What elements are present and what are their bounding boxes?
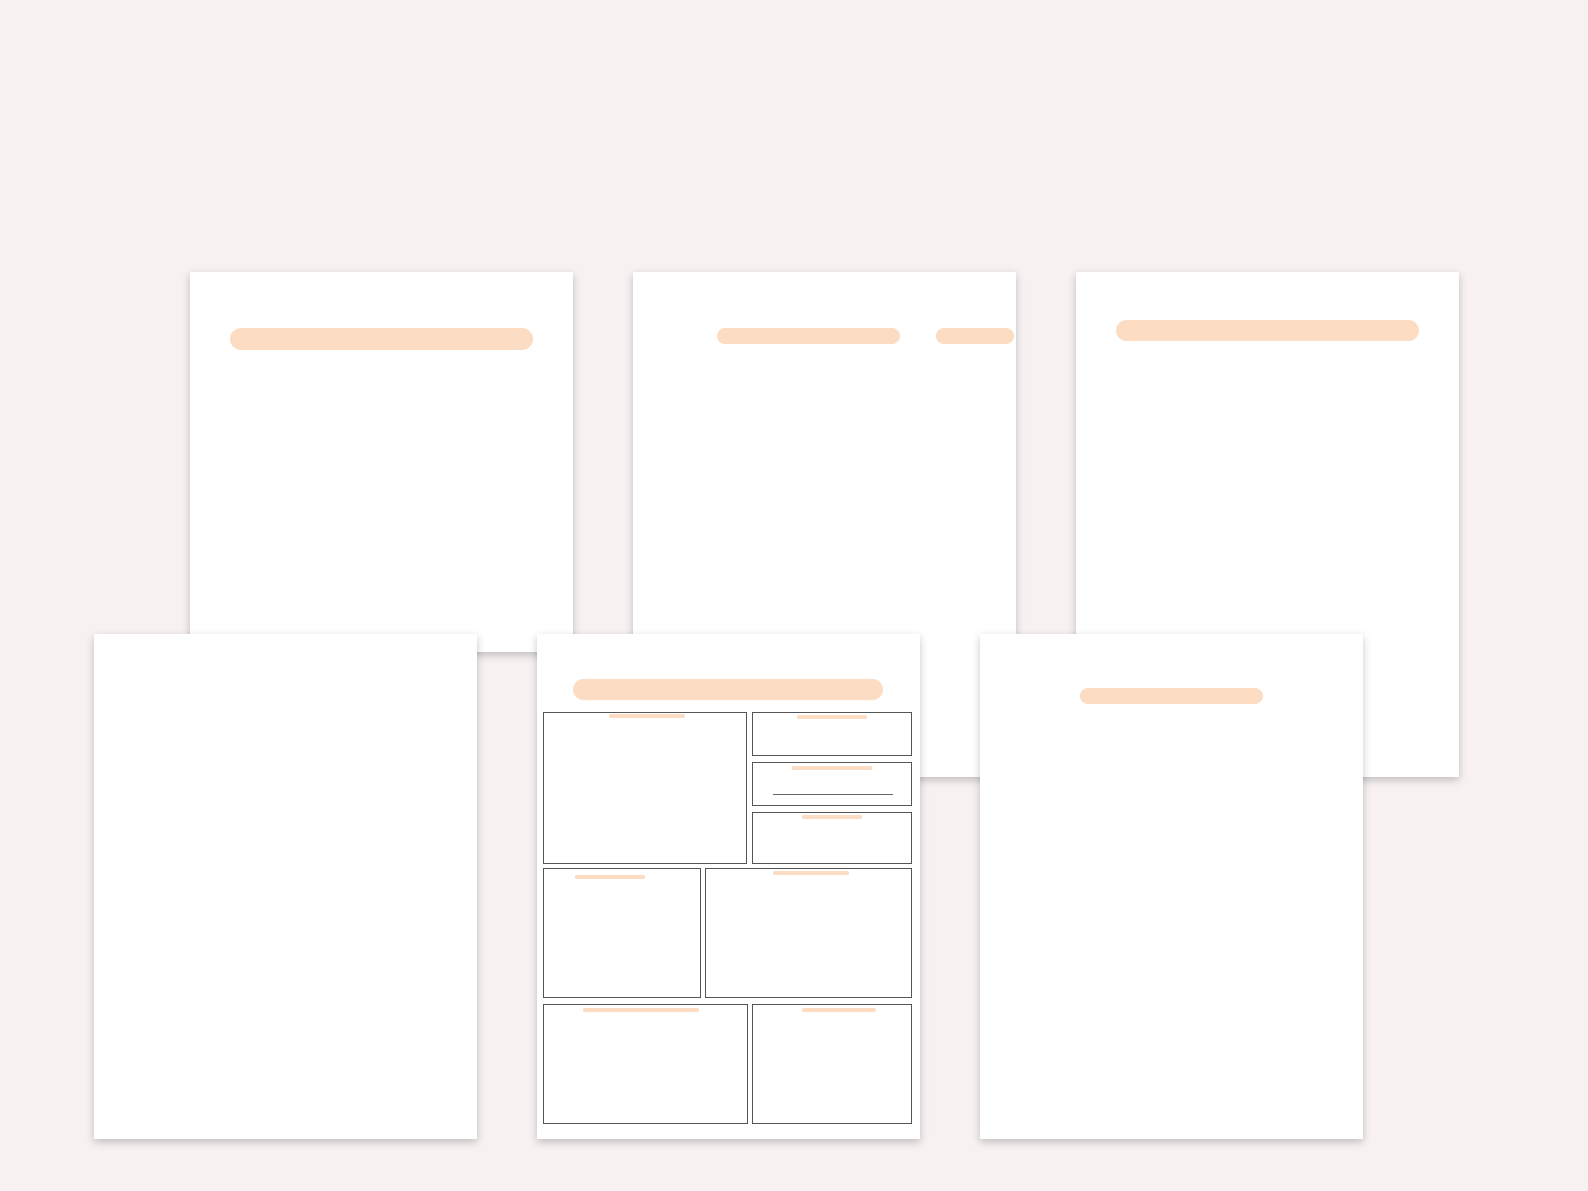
monthly-sheet bbox=[190, 272, 573, 652]
section-pill bbox=[802, 1008, 876, 1012]
severity-pill bbox=[717, 328, 900, 344]
section-pill bbox=[797, 715, 867, 719]
section-pill bbox=[802, 815, 862, 819]
severity-sheet-b bbox=[980, 634, 1363, 1139]
yearly-pill bbox=[1116, 320, 1419, 341]
section-pill bbox=[792, 766, 872, 770]
section-pill bbox=[773, 871, 849, 875]
section-pill bbox=[609, 714, 685, 718]
section-pill bbox=[583, 1008, 699, 1012]
severity-pill bbox=[1080, 688, 1263, 704]
sleep-line bbox=[773, 794, 893, 795]
notes-pill bbox=[936, 328, 1014, 344]
journal-pill bbox=[573, 679, 883, 700]
section-pill bbox=[575, 875, 645, 879]
log-sheet bbox=[94, 634, 477, 1139]
food-box bbox=[543, 868, 701, 998]
symptoms-box bbox=[705, 868, 912, 998]
notes-box bbox=[752, 1004, 912, 1124]
journal-sheet bbox=[537, 634, 920, 1139]
selfcare-box bbox=[543, 1004, 748, 1124]
ring-chart bbox=[190, 342, 573, 652]
triggers-box bbox=[543, 712, 747, 864]
weather-box bbox=[752, 812, 912, 864]
